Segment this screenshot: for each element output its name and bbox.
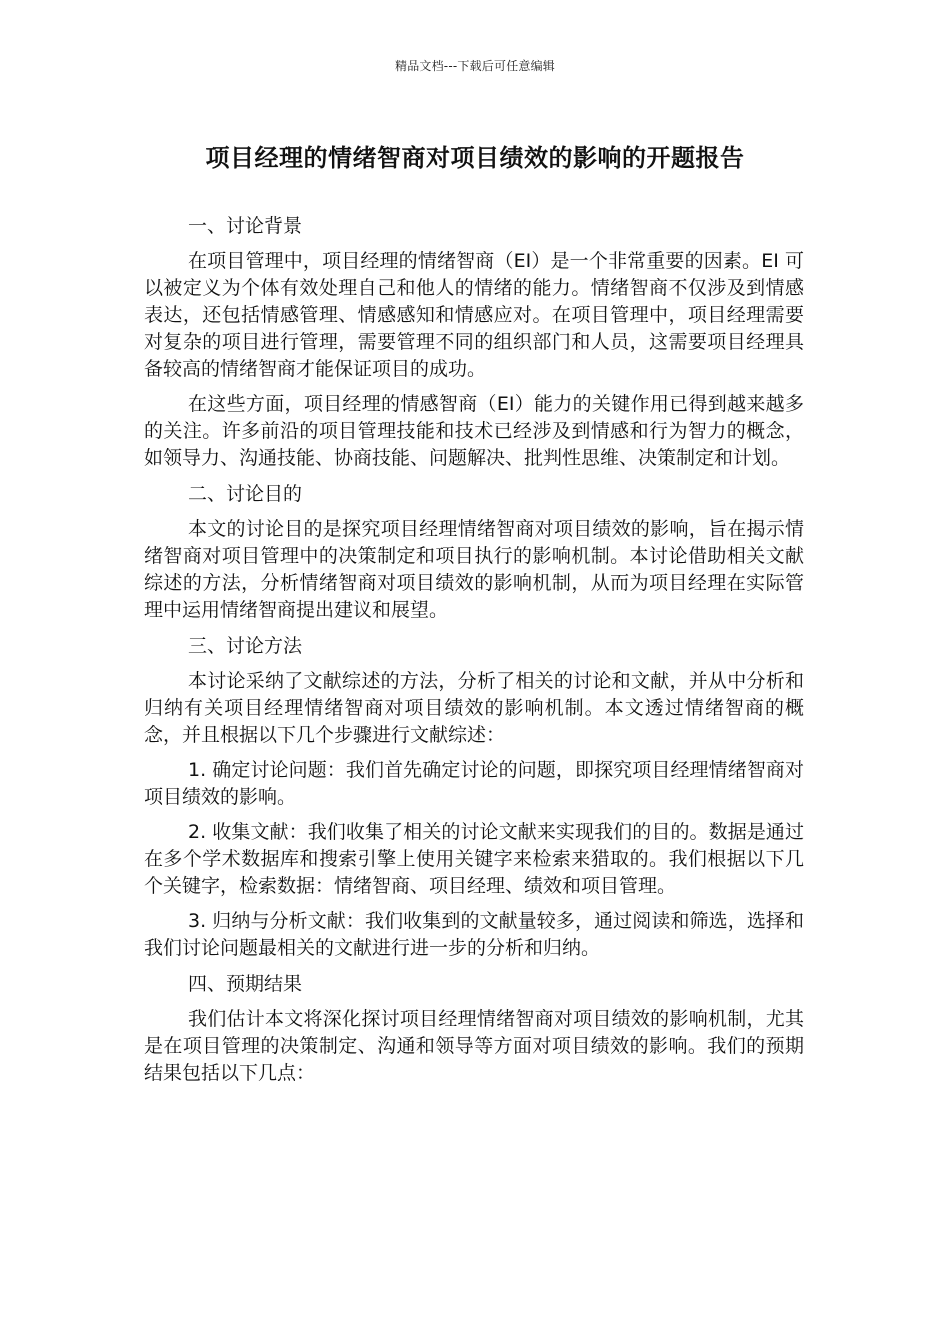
paragraph: 我们估计本文将深化探讨项目经理情绪智商对项目绩效的影响机制，尤其是在项目管理的决策制定、沟通和领导等方面对项目绩效的影响。我们的预期结果包括以下几点： (144, 1008, 804, 1084)
header-note: 精品文档---下载后可任意编辑 (395, 59, 555, 73)
section-heading-background: 一、讨论背景 (188, 215, 303, 237)
paragraph: 在这些方面，项目经理的情感智商（EI）能力的关键作用已得到越来越多的关注。许多前沿的项目管理技能和技术已经涉及到情感和行为智力的概念，如领导力、沟通技能、协商技能、问题解决、批判性思维、决策制定和计划。 (144, 393, 804, 469)
paragraph: 本文的讨论目的是探究项目经理情绪智商对项目绩效的影响，旨在揭示情绪智商对项目管理中的决策制定和项目执行的影响机制。本讨论借助相关文献综述的方法，分析情绪智商对项目绩效的影响机制，从而为项目经理在实际管理中运用情绪智商提出建议和展望。 (144, 518, 804, 621)
document-title: 项目经理的情绪智商对项目绩效的影响的开题报告 (205, 144, 745, 172)
section-heading-method: 三、讨论方法 (188, 635, 303, 657)
document-body (144, 212, 804, 1095)
section-heading-purpose: 二、讨论目的 (188, 483, 303, 505)
paragraph: 本讨论采纳了文献综述的方法，分析了相关的讨论和文献，并从中分析和归纳有关项目经理情绪智商对项目绩效的影响机制。本文透过情绪智商的概念，并且根据以下几个步骤进行文献综述： (144, 670, 804, 746)
section-heading-expected-results: 四、预期结果 (188, 973, 303, 995)
list-item: 3. 归纳与分析文献：我们收集到的文献量较多，通过阅读和筛选，选择和我们讨论问题最相关的文献进行进一步的分析和归纳。 (144, 910, 804, 959)
list-item: 1. 确定讨论问题：我们首先确定讨论的问题，即探究项目经理情绪智商对项目绩效的影响。 (144, 759, 804, 808)
list-item: 2. 收集文献：我们收集了相关的讨论文献来实现我们的目的。数据是通过在多个学术数据库和搜索引擎上使用关键字来检索来猎取的。我们根据以下几个关键字，检索数据：情绪智商、项目经理、绩效和项目管理。 (144, 821, 804, 897)
paragraph: 在项目管理中，项目经理的情绪智商（EI）是一个非常重要的因素。EI 可以被定义为个体有效处理自己和他人的情绪的能力。情绪智商不仅涉及到情感表达，还包括情感管理、情感感知和情感应对。在项目管理中，项目经理需要对复杂的项目进行管理，需要管理不同的组织部门和人员，这需要项目经理具备较高的情绪智商才能保证项目的成功。 (144, 250, 804, 380)
